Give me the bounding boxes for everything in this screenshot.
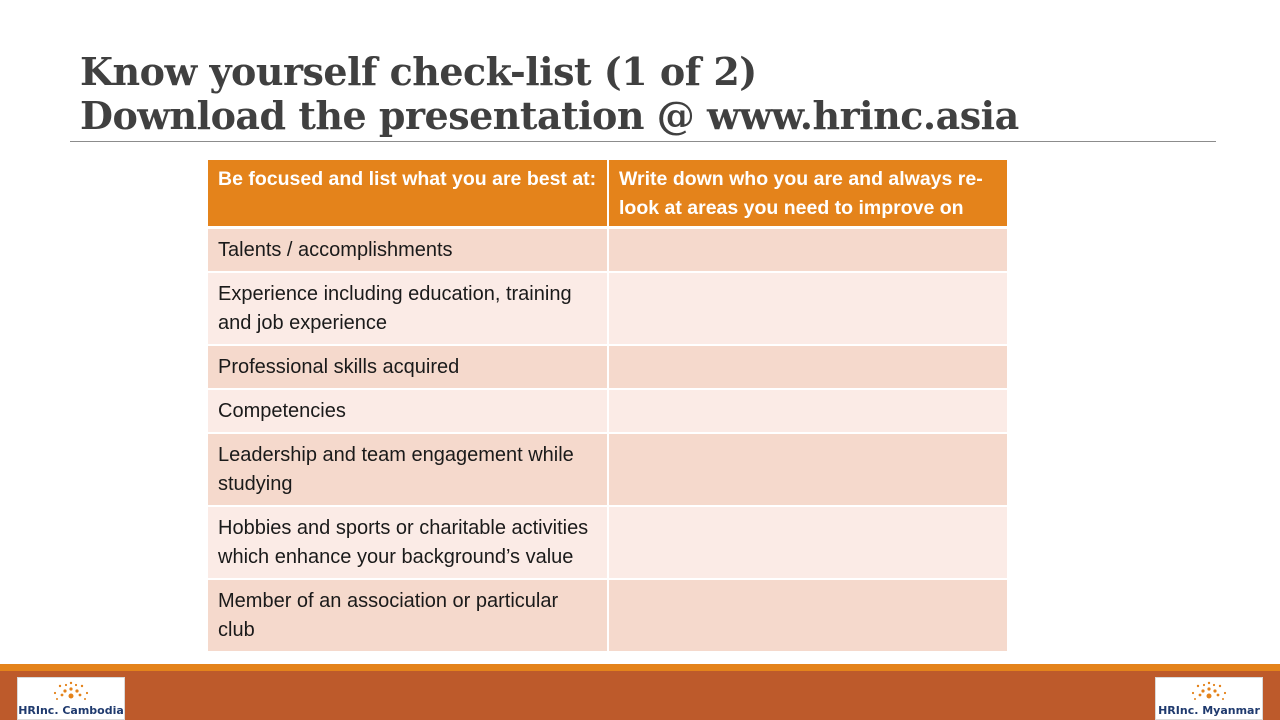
- row-note-cell: [608, 506, 1008, 579]
- checklist-table: [208, 160, 1009, 653]
- table-row: [208, 228, 1008, 273]
- checklist-table-container: [208, 160, 1008, 653]
- row-note-cell: [608, 345, 1008, 389]
- table-row: [208, 433, 1008, 506]
- logo-hrinc-cambodia: [17, 677, 125, 720]
- slide-title-line-1: Know yourself check-list (1 of 2): [80, 49, 757, 94]
- row-item-cell: Experience including education, training and job experience: [208, 272, 608, 345]
- row-note-cell: [608, 433, 1008, 506]
- header-cell-best-at: Be focused and list what you are best at:: [208, 160, 608, 228]
- logo-hrinc-myanmar: [1155, 677, 1263, 720]
- row-item-cell: Talents / accomplishments: [208, 228, 608, 273]
- row-item-cell: Member of an association or particular club: [208, 579, 608, 652]
- row-item-cell: Leadership and team engagement while studying: [208, 433, 608, 506]
- slide-title-line-2: Download the presentation @ www.hrinc.asia: [80, 93, 1019, 138]
- sunburst-icon: [48, 680, 94, 704]
- table-row: [208, 345, 1008, 389]
- table-row: [208, 506, 1008, 579]
- row-item-cell: Competencies: [208, 389, 608, 433]
- footer-band: [0, 664, 1280, 720]
- row-note-cell: [608, 579, 1008, 652]
- table-row: [208, 389, 1008, 433]
- logo-text: HRInc. Myanmar: [1158, 704, 1260, 717]
- table-row: [208, 272, 1008, 345]
- row-note-cell: [608, 389, 1008, 433]
- row-note-cell: [608, 272, 1008, 345]
- header-cell-who-you-are: Write down who you are and always re-look at areas you need to improve on: [608, 160, 1008, 228]
- slide-title: [80, 50, 1019, 138]
- row-item-cell: Professional skills acquired: [208, 345, 608, 389]
- sunburst-icon: [1186, 680, 1232, 704]
- row-item-cell: Hobbies and sports or charitable activities which enhance your background’s value: [208, 506, 608, 579]
- footer-accent-stripe: [0, 664, 1280, 671]
- table-row: [208, 579, 1008, 652]
- logo-text: HRInc. Cambodia: [18, 704, 124, 717]
- title-divider: [70, 141, 1216, 142]
- row-note-cell: [608, 228, 1008, 273]
- table-header-row: [208, 160, 1008, 228]
